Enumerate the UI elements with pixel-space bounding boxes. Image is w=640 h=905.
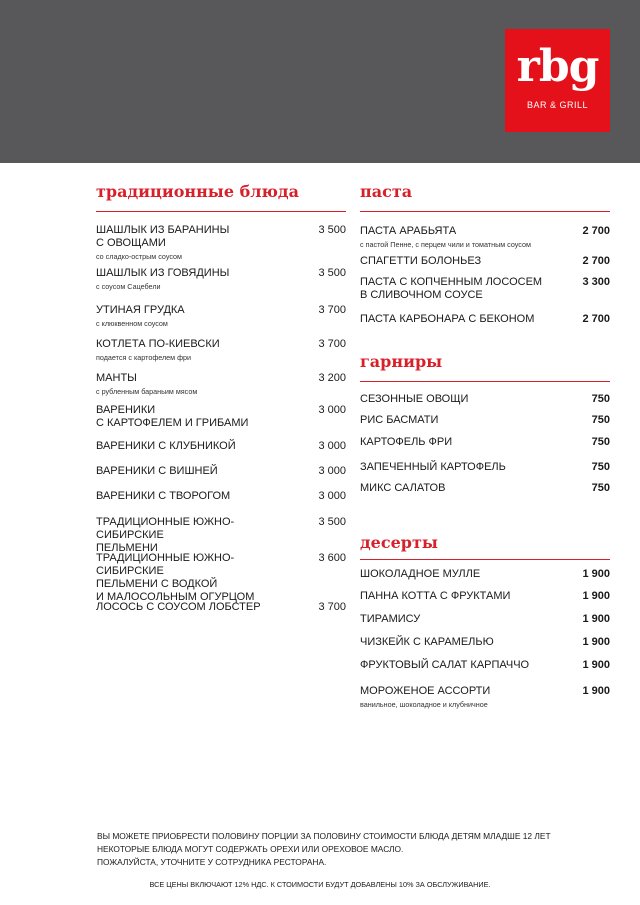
item-name: КОТЛЕТА ПО-КИЕВСКИ (96, 338, 220, 350)
item-price: 3 500 (318, 224, 346, 236)
item-price: 2 700 (582, 313, 610, 325)
item-name: ЧИЗКЕЙК С КАРАМЕЛЬЮ (360, 636, 494, 648)
item-name: ЗАПЕЧЕННЫЙ КАРТОФЕЛЬ (360, 461, 506, 473)
item-name: РИС БАСМАТИ (360, 414, 439, 426)
footer-notes (97, 830, 597, 869)
item-price: 750 (591, 482, 610, 494)
section-title-pasta: паста (360, 182, 413, 201)
item-name: ЛОСОСЬ С СОУСОМ ЛОБСТЕР (96, 601, 261, 613)
item-name: ТРАДИЦИОННЫЕ ЮЖНО-СИБИРСКИЕ ПЕЛЬМЕНИ С ВОДКОЙ И МАЛОСОЛЬНЫМ ОГУРЦОМ (96, 552, 255, 603)
item-price: 750 (591, 461, 610, 473)
item-name: ВАРЕНИКИ С ТВОРОГОМ (96, 490, 231, 502)
footer-line: НЕКОТОРЫЕ БЛЮДА МОГУТ СОДЕРЖАТЬ ОРЕХИ ИЛИ ОРЕХОВОЕ МАСЛО. (97, 844, 404, 854)
item-price: 3 700 (318, 338, 346, 350)
logo (505, 29, 610, 132)
section-title-traditional: традиционные блюда (96, 182, 299, 201)
item-name: МОРОЖЕНОЕ АССОРТИ (360, 685, 491, 697)
item-note: с клюквенном соусом (96, 319, 168, 328)
logo-subtitle: BAR & GRILL (526, 100, 589, 110)
section-rule (360, 211, 610, 212)
item-note: с пастой Пенне, с перцем чили и томатным соусом (360, 240, 531, 249)
item-price: 3 600 (318, 552, 346, 564)
item-price: 1 900 (582, 659, 610, 671)
item-name: ВАРЕНИКИ С КЛУБНИКОЙ (96, 440, 236, 452)
item-price: 3 000 (318, 490, 346, 502)
item-note: с соусом Сацебели (96, 282, 161, 291)
section-title-garnish: гарниры (360, 352, 443, 371)
menu-item (360, 225, 610, 250)
item-price: 1 900 (582, 636, 610, 648)
menu-item (96, 224, 346, 262)
item-price: 2 700 (582, 225, 610, 237)
menu-item (96, 552, 346, 604)
menu-item (360, 276, 610, 302)
item-name: МИКС САЛАТОВ (360, 482, 446, 494)
item-name: ШАШЛЫК ИЗ ГОВЯДИНЫ (96, 267, 230, 279)
item-price: 3 700 (318, 304, 346, 316)
item-price: 3 300 (582, 276, 610, 288)
menu-item (96, 404, 346, 430)
footer-tax-note: ВСЕ ЦЕНЫ ВКЛЮЧАЮТ 12% НДС. К СТОИМОСТИ БУДУТ ДОБАВЛЕНЫ 10% ЗА ОБСЛУЖИВАНИЕ. (149, 880, 491, 889)
item-name: ПАННА КОТТА С ФРУКТАМИ (360, 590, 511, 602)
item-price: 3 000 (318, 404, 346, 416)
menu-item (360, 255, 610, 268)
item-price: 3 500 (318, 267, 346, 279)
item-name: ВАРЕНИКИ С ВИШНЕЙ (96, 465, 218, 477)
item-name: ШАШЛЫК ИЗ БАРАНИНЫ С ОВОЩАМИ (96, 224, 230, 249)
menu-item (360, 393, 610, 406)
menu-item (96, 267, 346, 292)
menu-item (96, 465, 346, 478)
item-price: 750 (591, 414, 610, 426)
item-name: УТИНАЯ ГРУДКА (96, 304, 185, 316)
item-name: ТИРАМИСУ (360, 613, 421, 625)
section-title-desserts: десерты (360, 533, 438, 552)
menu-item (360, 414, 610, 427)
item-name: МАНТЫ (96, 372, 137, 384)
item-price: 2 700 (582, 255, 610, 267)
menu-item (96, 516, 346, 555)
menu-item (360, 313, 610, 326)
item-price: 1 900 (582, 613, 610, 625)
item-price: 3 700 (318, 601, 346, 613)
item-price: 750 (591, 393, 610, 405)
menu-item (96, 440, 346, 453)
item-price: 3 200 (318, 372, 346, 384)
menu-item (96, 372, 346, 397)
item-name: ШОКОЛАДНОЕ МУЛЛЕ (360, 568, 481, 580)
item-note: со сладко-острым соусом (96, 252, 182, 261)
footer-line: ВЫ МОЖЕТЕ ПРИОБРЕСТИ ПОЛОВИНУ ПОРЦИИ ЗА ПОЛОВИНУ СТОИМОСТИ БЛЮДА ДЕТЯМ МЛАДШЕ 12 ЛЕТ (97, 831, 551, 841)
item-name: СПАГЕТТИ БОЛОНЬЕЗ (360, 255, 482, 267)
section-rule (360, 559, 610, 560)
logo-mark: rbg (516, 41, 599, 92)
item-name: ТРАДИЦИОННЫЕ ЮЖНО-СИБИРСКИЕ ПЕЛЬМЕНИ (96, 516, 235, 554)
item-name: ПАСТА КАРБОНАРА С БЕКОНОМ (360, 313, 535, 325)
item-name: ПАСТА С КОПЧЕННЫМ ЛОСОСЕМ В СЛИВОЧНОМ СОУСЕ (360, 276, 543, 301)
item-name: ФРУКТОВЫЙ САЛАТ КАРПАЧЧО (360, 659, 530, 671)
item-name: СЕЗОННЫЕ ОВОЩИ (360, 393, 469, 405)
menu-item (360, 659, 610, 672)
item-price: 3 500 (318, 516, 346, 528)
item-price: 750 (591, 436, 610, 448)
item-name: ПАСТА АРАБЬЯТА (360, 225, 457, 237)
menu-item (360, 685, 610, 710)
item-price: 1 900 (582, 568, 610, 580)
section-rule (96, 211, 346, 212)
header-banner (0, 0, 640, 163)
menu-item (96, 601, 346, 614)
menu-item (96, 490, 346, 503)
menu-item (360, 613, 610, 626)
menu-item (96, 304, 346, 329)
item-price: 1 900 (582, 685, 610, 697)
item-price: 1 900 (582, 590, 610, 602)
menu-item (96, 338, 346, 363)
menu-item (360, 590, 610, 603)
menu-item (360, 636, 610, 649)
item-price: 3 000 (318, 440, 346, 452)
item-name: КАРТОФЕЛЬ ФРИ (360, 436, 453, 448)
item-price: 3 000 (318, 465, 346, 477)
menu-item (360, 482, 610, 495)
menu-item (360, 461, 610, 474)
item-note: подается с картофелем фри (96, 353, 192, 362)
item-note: с рубленным бараньим мясом (96, 387, 198, 396)
section-rule (360, 381, 610, 382)
menu-item (360, 568, 610, 581)
menu-item (360, 436, 610, 449)
item-note: ванильное, шоколадное и клубничное (360, 700, 488, 709)
item-name: ВАРЕНИКИ С КАРТОФЕЛЕМ И ГРИБАМИ (96, 404, 249, 429)
footer-line: ПОЖАЛУЙСТА, УТОЧНИТЕ У СОТРУДНИКА РЕСТОРАНА. (97, 857, 327, 867)
